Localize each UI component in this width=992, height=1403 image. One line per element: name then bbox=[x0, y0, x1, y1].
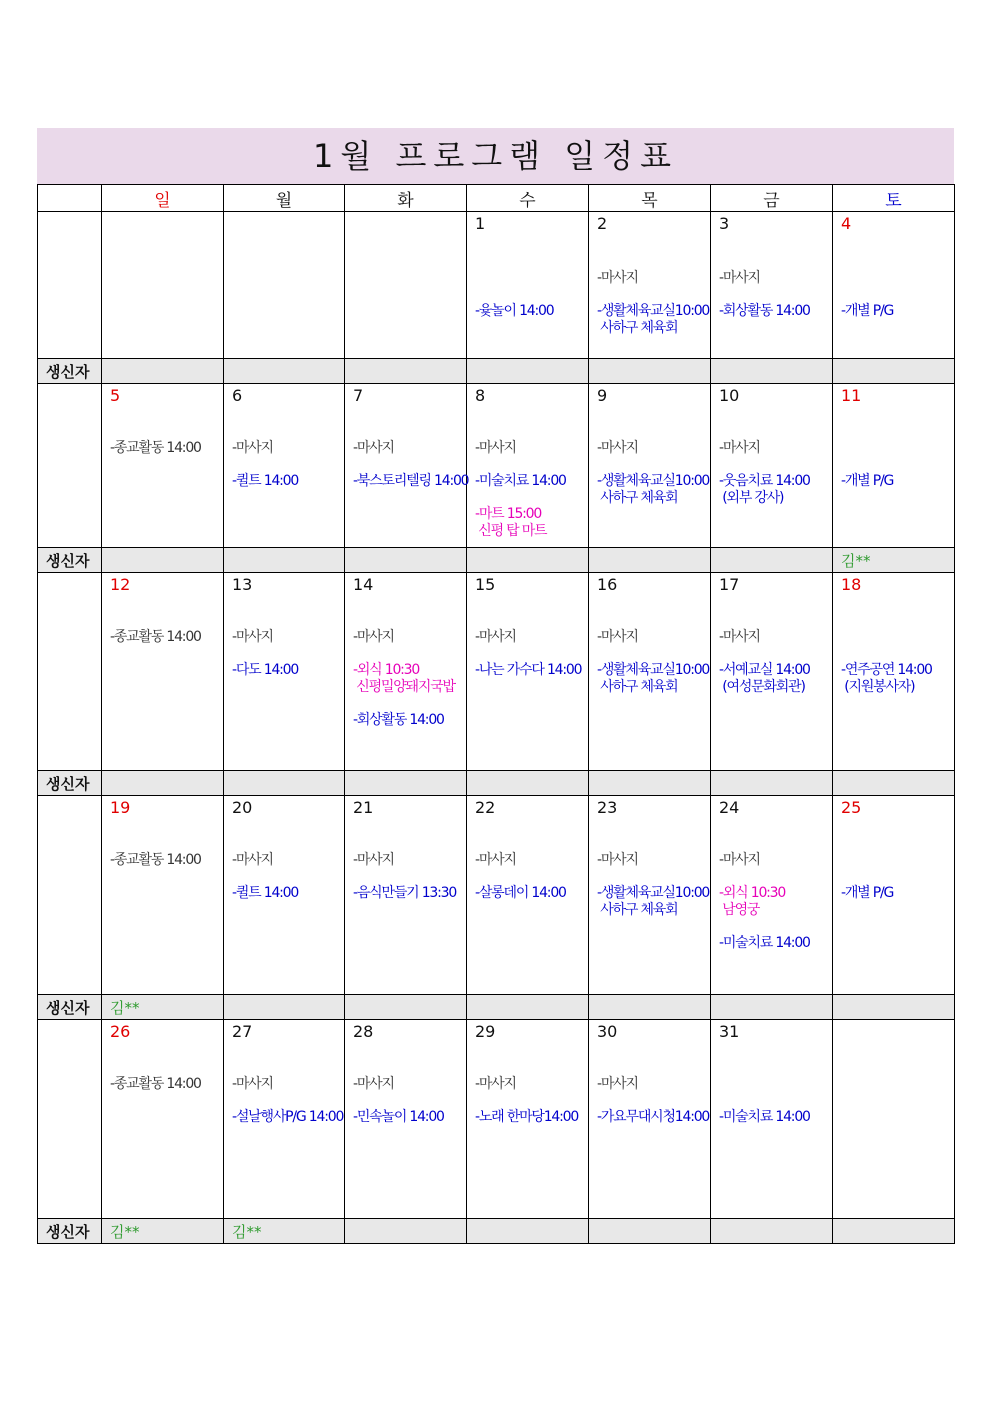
day-cell bbox=[833, 573, 955, 771]
event-text: -마사지 bbox=[719, 852, 760, 868]
birthday-name bbox=[224, 995, 345, 1020]
day-number: 13 bbox=[232, 575, 253, 594]
schedule-sheet bbox=[37, 128, 954, 1244]
weekday-sun: 일 bbox=[102, 185, 224, 212]
birthday-row bbox=[38, 359, 955, 384]
birthday-name bbox=[224, 359, 345, 384]
day-cell bbox=[224, 796, 345, 995]
day-cell bbox=[711, 384, 833, 548]
day-number: 31 bbox=[719, 1022, 740, 1041]
birthday-row bbox=[38, 995, 955, 1020]
day-cell bbox=[345, 796, 467, 995]
event-text: -다도 14:00 bbox=[232, 662, 299, 678]
day-number: 11 bbox=[841, 386, 862, 405]
event-text: -외식 10:30 남영궁 bbox=[719, 885, 786, 918]
day-number: 30 bbox=[597, 1022, 618, 1041]
event-text: -마사지 bbox=[597, 270, 638, 286]
event-text: -마트 15:00 신평 탑 마트 bbox=[475, 506, 547, 539]
day-number: 10 bbox=[719, 386, 740, 405]
birthday-name bbox=[224, 771, 345, 796]
birthday-name bbox=[711, 995, 833, 1020]
birthday-name bbox=[345, 995, 467, 1020]
day-number: 15 bbox=[475, 575, 496, 594]
event-text: -생활체육교실10:00 사하구 체육회 bbox=[597, 885, 710, 918]
day-cell bbox=[102, 384, 224, 548]
event-text: -마사지 bbox=[597, 629, 638, 645]
day-cell bbox=[345, 212, 467, 359]
event-text: -퀼트 14:00 bbox=[232, 885, 299, 901]
day-number: 1 bbox=[475, 214, 486, 233]
event-text: -마사지 bbox=[475, 440, 516, 456]
birthday-name bbox=[589, 359, 711, 384]
birthday-name bbox=[102, 359, 224, 384]
day-cell bbox=[711, 796, 833, 995]
day-cell bbox=[589, 573, 711, 771]
day-number: 16 bbox=[597, 575, 618, 594]
event-text: -마사지 bbox=[232, 440, 273, 456]
event-text: -마사지 bbox=[232, 852, 273, 868]
event-text: -연주공연 14:00 (지원봉사자) bbox=[841, 662, 932, 695]
birthday-name: 김** bbox=[833, 548, 955, 573]
day-number: 23 bbox=[597, 798, 618, 817]
birthday-name bbox=[102, 548, 224, 573]
event-text: -개별 P/G bbox=[841, 473, 894, 489]
birthday-name bbox=[467, 995, 589, 1020]
week-label-cell bbox=[38, 384, 102, 548]
day-number: 26 bbox=[110, 1022, 131, 1041]
birthday-name bbox=[467, 1219, 589, 1244]
event-text: -민속놀이 14:00 bbox=[353, 1109, 444, 1125]
birthday-name bbox=[833, 771, 955, 796]
event-text: -생활체육교실10:00 사하구 체육회 bbox=[597, 473, 710, 506]
event-text: -마사지 bbox=[475, 629, 516, 645]
event-text: -마사지 bbox=[475, 1076, 516, 1092]
day-cell bbox=[224, 573, 345, 771]
weekday-header-row bbox=[38, 185, 955, 212]
day-cell bbox=[224, 384, 345, 548]
day-cell bbox=[467, 1020, 589, 1219]
day-cell bbox=[589, 384, 711, 548]
event-text: -마사지 bbox=[353, 629, 394, 645]
week-label-cell bbox=[38, 212, 102, 359]
birthday-name bbox=[589, 1219, 711, 1244]
day-cell bbox=[345, 573, 467, 771]
birthday-name bbox=[345, 771, 467, 796]
day-cell bbox=[833, 384, 955, 548]
birthday-name: 김** bbox=[102, 1219, 224, 1244]
birthday-name bbox=[224, 548, 345, 573]
day-number: 3 bbox=[719, 214, 730, 233]
weekday-sat: 토 bbox=[833, 185, 955, 212]
birthday-name bbox=[589, 995, 711, 1020]
event-text: -종교활동 14:00 bbox=[110, 629, 201, 645]
event-text: -나는 가수다 14:00 bbox=[475, 662, 582, 678]
event-text: -마사지 bbox=[232, 629, 273, 645]
event-text: -종교활동 14:00 bbox=[110, 852, 201, 868]
event-text: -개별 P/G bbox=[841, 885, 894, 901]
weekday-wed: 수 bbox=[467, 185, 589, 212]
birthday-row bbox=[38, 771, 955, 796]
birthday-label: 생신자 bbox=[38, 995, 102, 1020]
event-text: -종교활동 14:00 bbox=[110, 1076, 201, 1092]
day-number: 8 bbox=[475, 386, 486, 405]
day-number: 27 bbox=[232, 1022, 253, 1041]
event-text: -마사지 bbox=[597, 852, 638, 868]
day-cell bbox=[711, 1020, 833, 1219]
event-text: -음식만들기 13:30 bbox=[353, 885, 457, 901]
day-cell bbox=[467, 573, 589, 771]
day-cell bbox=[589, 1020, 711, 1219]
event-text: -생활체육교실10:00 사하구 체육회 bbox=[597, 662, 710, 695]
birthday-name bbox=[711, 771, 833, 796]
day-cell bbox=[102, 796, 224, 995]
event-text: -마사지 bbox=[353, 852, 394, 868]
week-row bbox=[38, 796, 955, 995]
birthday-name bbox=[345, 548, 467, 573]
week-label-cell bbox=[38, 1020, 102, 1219]
birthday-name bbox=[711, 548, 833, 573]
day-number: 9 bbox=[597, 386, 608, 405]
birthday-name bbox=[345, 1219, 467, 1244]
event-text: -미술치료 14:00 bbox=[719, 1109, 810, 1125]
event-text: -가요무대시청14:00 bbox=[597, 1109, 710, 1125]
day-cell bbox=[102, 212, 224, 359]
day-cell bbox=[467, 796, 589, 995]
header-corner-cell bbox=[38, 185, 102, 212]
day-cell bbox=[833, 1020, 955, 1219]
day-number: 7 bbox=[353, 386, 364, 405]
page-title: 1월 프로그램 일정표 bbox=[37, 128, 954, 184]
event-text: -살롱데이 14:00 bbox=[475, 885, 566, 901]
day-cell bbox=[711, 573, 833, 771]
birthday-row bbox=[38, 1219, 955, 1244]
birthday-name bbox=[589, 771, 711, 796]
event-text: -마사지 bbox=[353, 440, 394, 456]
birthday-name bbox=[467, 548, 589, 573]
weekday-fri: 금 bbox=[711, 185, 833, 212]
event-text: -미술치료 14:00 bbox=[475, 473, 566, 489]
day-cell bbox=[467, 384, 589, 548]
day-cell bbox=[467, 212, 589, 359]
day-number: 29 bbox=[475, 1022, 496, 1041]
birthday-name bbox=[833, 359, 955, 384]
event-text: -마사지 bbox=[719, 629, 760, 645]
event-text: -마사지 bbox=[597, 1076, 638, 1092]
weekday-thu: 목 bbox=[589, 185, 711, 212]
day-cell bbox=[224, 1020, 345, 1219]
event-text: -외식 10:30 신평밀양돼지국밥 bbox=[353, 662, 455, 695]
day-number: 4 bbox=[841, 214, 852, 233]
event-text: -웃음치료 14:00 (외부 강사) bbox=[719, 473, 810, 506]
event-text: -마사지 bbox=[719, 440, 760, 456]
birthday-name bbox=[711, 1219, 833, 1244]
day-number: 17 bbox=[719, 575, 740, 594]
birthday-row bbox=[38, 548, 955, 573]
weekday-mon: 월 bbox=[224, 185, 345, 212]
event-text: -윷놀이 14:00 bbox=[475, 303, 554, 319]
day-cell bbox=[102, 573, 224, 771]
day-number: 6 bbox=[232, 386, 243, 405]
week-row bbox=[38, 1020, 955, 1219]
birthday-label: 생신자 bbox=[38, 1219, 102, 1244]
day-number: 19 bbox=[110, 798, 131, 817]
event-text: -마사지 bbox=[353, 1076, 394, 1092]
birthday-name bbox=[102, 771, 224, 796]
day-cell bbox=[589, 212, 711, 359]
event-text: -생활체육교실10:00 사하구 체육회 bbox=[597, 303, 710, 336]
birthday-name bbox=[345, 359, 467, 384]
event-text: -종교활동 14:00 bbox=[110, 440, 201, 456]
event-text: -회상활동 14:00 bbox=[353, 712, 444, 728]
birthday-label: 생신자 bbox=[38, 771, 102, 796]
day-number: 25 bbox=[841, 798, 862, 817]
day-number: 28 bbox=[353, 1022, 374, 1041]
event-text: -북스토리텔링 14:00 bbox=[353, 473, 469, 489]
weekday-tue: 화 bbox=[345, 185, 467, 212]
birthday-label: 생신자 bbox=[38, 359, 102, 384]
week-label-cell bbox=[38, 573, 102, 771]
day-cell bbox=[589, 796, 711, 995]
day-cell bbox=[833, 796, 955, 995]
week-row bbox=[38, 212, 955, 359]
day-cell bbox=[345, 1020, 467, 1219]
day-number: 5 bbox=[110, 386, 121, 405]
day-number: 21 bbox=[353, 798, 374, 817]
event-text: -퀼트 14:00 bbox=[232, 473, 299, 489]
calendar-table bbox=[37, 184, 955, 1244]
day-number: 20 bbox=[232, 798, 253, 817]
event-text: -마사지 bbox=[719, 270, 760, 286]
day-number: 12 bbox=[110, 575, 131, 594]
event-text: -개별 P/G bbox=[841, 303, 894, 319]
birthday-name: 김** bbox=[224, 1219, 345, 1244]
birthday-name bbox=[467, 771, 589, 796]
day-cell bbox=[224, 212, 345, 359]
day-number: 22 bbox=[475, 798, 496, 817]
week-row bbox=[38, 573, 955, 771]
event-text: -노래 한마당14:00 bbox=[475, 1109, 579, 1125]
day-number: 18 bbox=[841, 575, 862, 594]
day-number: 14 bbox=[353, 575, 374, 594]
event-text: -서예교실 14:00 (여성문화회관) bbox=[719, 662, 810, 695]
event-text: -회상활동 14:00 bbox=[719, 303, 810, 319]
birthday-label: 생신자 bbox=[38, 548, 102, 573]
event-text: -마사지 bbox=[597, 440, 638, 456]
day-number: 2 bbox=[597, 214, 608, 233]
event-text: -마사지 bbox=[232, 1076, 273, 1092]
birthday-name bbox=[589, 548, 711, 573]
day-cell bbox=[833, 212, 955, 359]
birthday-name bbox=[711, 359, 833, 384]
birthday-name bbox=[467, 359, 589, 384]
birthday-name: 김** bbox=[102, 995, 224, 1020]
event-text: -미술치료 14:00 bbox=[719, 935, 810, 951]
day-cell bbox=[711, 212, 833, 359]
day-cell bbox=[102, 1020, 224, 1219]
day-cell bbox=[345, 384, 467, 548]
week-label-cell bbox=[38, 796, 102, 995]
birthday-name bbox=[833, 1219, 955, 1244]
day-number: 24 bbox=[719, 798, 740, 817]
event-text: -마사지 bbox=[475, 852, 516, 868]
week-row bbox=[38, 384, 955, 548]
event-text: -설날행사P/G 14:00 bbox=[232, 1109, 344, 1125]
birthday-name bbox=[833, 995, 955, 1020]
